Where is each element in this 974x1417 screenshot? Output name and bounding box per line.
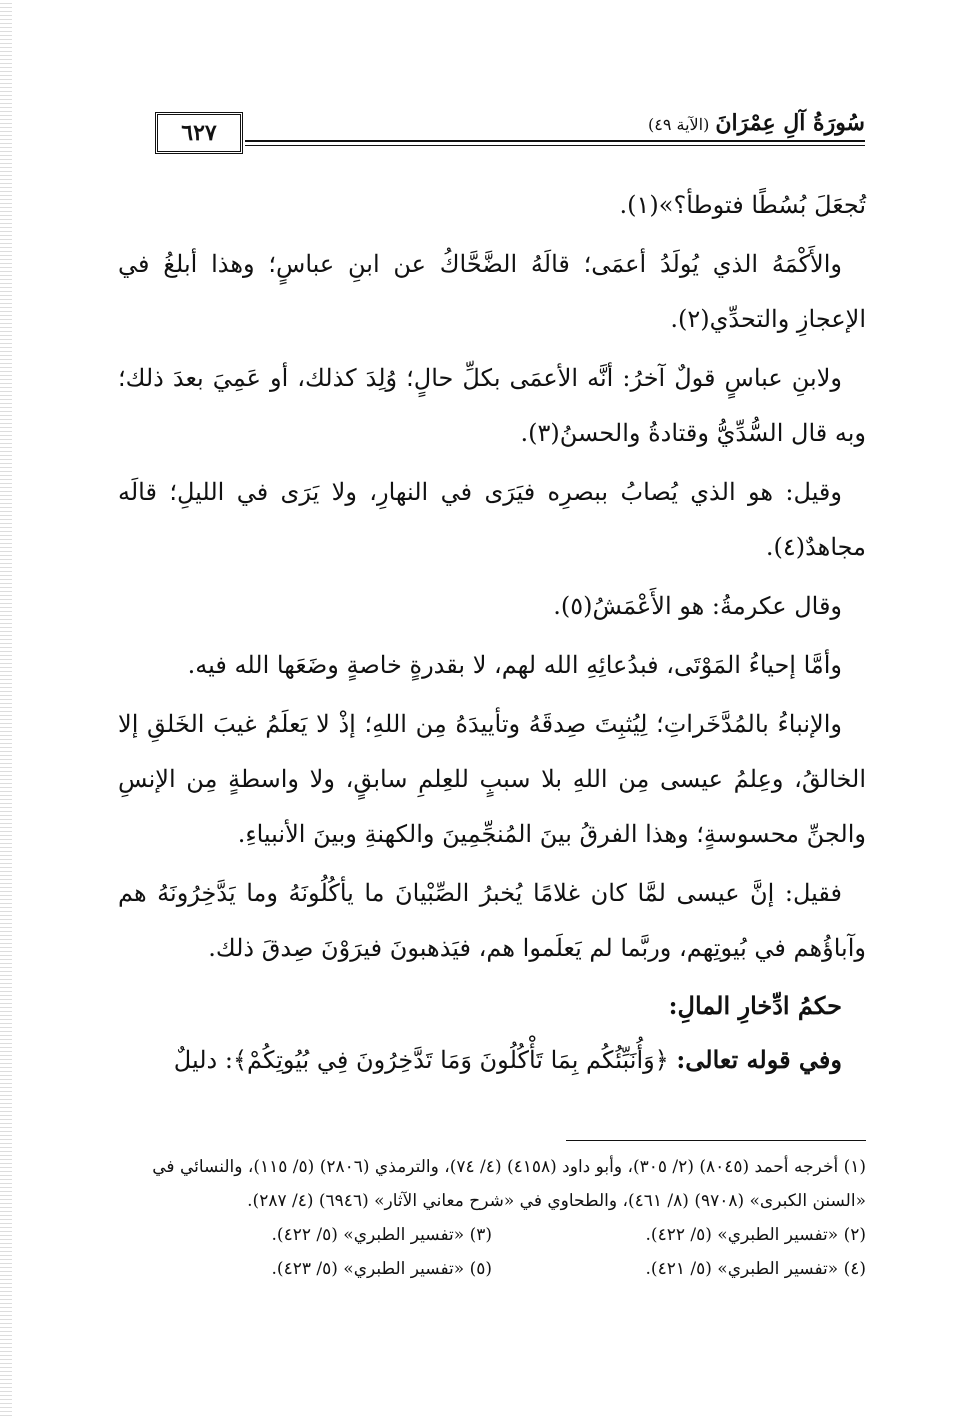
header-rule xyxy=(245,140,865,142)
paragraph: وأمَّا إحياءُ المَوْتَى، فبدُعائِهِ الله لهم، لا بقدرةٍ خاصةٍ وضَعَها الله فيه. xyxy=(187,651,842,679)
paragraph: وقيل: هو الذي يُصابُ ببصرِه فيَرَى في النهارِ، ولا يَرَى في الليلِ؛ قالَه مجاهدٌ(٤). xyxy=(118,478,866,561)
main-text xyxy=(118,178,866,1092)
surah-name: سُورَةُ آلِ عِمْرَانَ xyxy=(715,110,865,136)
page-header xyxy=(155,112,865,158)
footnote: (٢) «تفسير الطبري» (٥/ ٤٢٢). xyxy=(645,1225,866,1245)
paragraph: تُجعَلَ بُسُطًا فتوطأ؟»(١). xyxy=(619,191,866,219)
footnotes xyxy=(118,1150,866,1286)
paragraph: ولابنِ عباسٍ قولٌ آخرُ: أنَّه الأعمَى بكلِّ حالٍ؛ وُلِدَ كذلك، أو عَمِيَ بعدَ ذلك؛ وبه قال السُّدِّيُّ وقتادةُ والحسنُ(٣). xyxy=(118,364,866,447)
footnote: (٤) «تفسير الطبري» (٥/ ٤٢١). xyxy=(645,1259,866,1279)
footnote: (٥) «تفسير الطبري» (٥/ ٤٢٣). xyxy=(271,1259,492,1279)
paragraph: فقيل: إنَّ عيسى لمَّا كان غلامًا يُخبرُ الصِّبْيانَ ما يأكُلُونَهُ وما يَدَّخِرُونَهُ هم وآباؤُهم في بُيوتِهم، وربَّما لم يَعلَموا هم، فيَذهبونَ فيرَوْنَ صِدقَ ذلك. xyxy=(118,879,866,962)
footnote: (٣) «تفسير الطبري» (٥/ ٤٢٢). xyxy=(271,1225,492,1245)
ayah-label: (الآية ٤٩) xyxy=(648,115,710,134)
paragraph: والأَكْمَهُ الذي يُولَدُ أعمَى؛ قالَهُ الضَّحَّاكُ عن ابنِ عباسٍ؛ وهذا أبلغُ في الإعجازِ والتحدِّي(٢). xyxy=(118,250,866,333)
footnote-row xyxy=(118,1252,866,1286)
header-rule-thin xyxy=(245,145,865,146)
quran-verse: ﴿وَأُنَبِّئُكُم بِمَا تَأْكُلُونَ وَمَا تَدَّخِرُونَ فِي بُيُوتِكُمْ﴾ xyxy=(232,1046,669,1074)
paragraph: والإنباءُ بالمُدَّخَراتِ؛ لِيُثبِتَ صِدقَهُ وتأييدَهُ مِن اللهِ؛ إذْ لا يَعلَمُ غيبَ الخَلقِ إلا الخالقُ، وعِلمُ عيسى مِن اللهِ بلا سببٍ للعِلمِ سابقٍ، ولا واسطةٍ مِن الإنسِ والجنِّ محسوسةٍ؛ وهذا الفرقُ بينَ المُنجِّمِينَ والكهنةِ وبينَ الأنبياءِ. xyxy=(118,710,866,848)
page-number: ٦٢٧ xyxy=(155,112,243,154)
paragraph xyxy=(118,1032,866,1088)
lead-phrase: وفي قوله تعالى: xyxy=(676,1045,842,1074)
paragraph: وقال عكرمةُ: هو الأَعْمَشُ(٥). xyxy=(553,592,842,620)
footnote-row xyxy=(118,1218,866,1252)
paragraph-tail: : دليلٌ xyxy=(173,1046,233,1074)
page-edge-scan xyxy=(0,0,12,1417)
section-heading: حكمُ ادِّخارِ المالِ: xyxy=(668,991,842,1020)
footnote-separator xyxy=(566,1140,866,1141)
surah-title xyxy=(638,110,865,136)
footnote: (١) أخرجه أحمد (٨٠٤٥) (٢/ ٣٠٥)، وأبو داود (٤١٥٨) (٤/ ٧٤)، والترمذي (٢٨٠٦) (٥/ ١١٥)، والنسائي في «السنن الكبرى» (٩٧٠٨) (٨/ ٤٦١)، والطحاوي في «شرح معاني الآثار» (٦٩٤٦) (٤/ ٢٨٧). xyxy=(152,1157,866,1211)
